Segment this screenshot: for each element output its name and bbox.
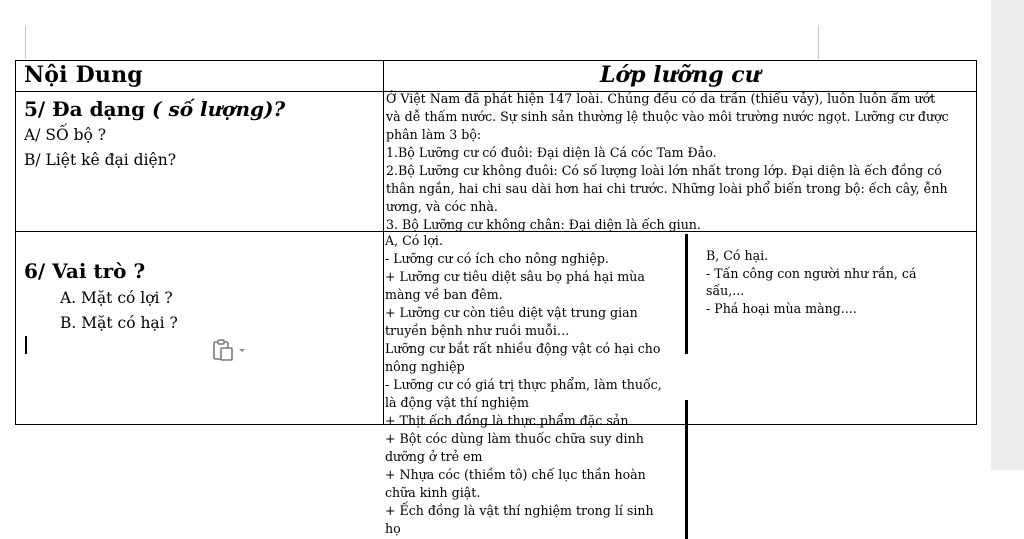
inner-column-divider-upper: [685, 234, 688, 354]
text-cursor: [25, 336, 27, 354]
benefit-line: + Thịt ếch đồng là thực phẩm đặc sản: [385, 413, 629, 428]
benefit-line: là động vật thí nghiệm: [385, 395, 529, 410]
header-lop-luong-cu: Lớp lưỡng cư: [600, 62, 761, 88]
benefit-line: + Lưỡng cư còn tiêu diệt vật trung gian: [385, 305, 638, 320]
benefit-line: + Nhựa cóc (thiềm tô) chế lục thần hoàn: [385, 467, 646, 482]
benefit-line: + Ếch đồng là vật thí nghiệm trong lí sinh: [385, 503, 654, 518]
table-border-top: [15, 60, 977, 61]
row2-benefits: [385, 232, 685, 538]
harm-line: - Tấn công con người như rắn, cá: [706, 265, 917, 281]
row1-line: và dễ thấm nước. Sự sinh sản thường lệ thuộc vào môi trường nước ngọt. Lưỡng cư được: [386, 109, 949, 124]
row1-line: ương, và cóc nhà.: [386, 199, 498, 214]
paste-options-glyph: [212, 338, 246, 362]
benefit-line: Lưỡng cư bắt rất nhiều động vật có hại cho: [385, 341, 661, 356]
margin-mark-left: [25, 25, 26, 59]
row1-title-prefix: 5/ Đa dạng: [24, 97, 153, 121]
row1-question-a: A/ SỐ bộ ?: [24, 126, 107, 144]
header-noi-dung: Nội Dung: [24, 62, 143, 88]
vertical-scrollbar[interactable]: [991, 0, 1024, 470]
benefit-line: + Bột cóc dùng làm thuốc chữa suy dinh: [385, 431, 644, 446]
harm-line: sấu,...: [706, 283, 745, 298]
benefit-line: + Lưỡng cư tiêu diệt sâu bọ phá hại mùa: [385, 269, 645, 284]
row2-question-a: A. Mặt có lợi ?: [60, 289, 173, 307]
row1-line: thân ngắn, hai chi sau dài hơn hai chi trước. Những loài phổ biến trong bộ: ếch cây, ễnh: [386, 181, 948, 196]
row1-title: [24, 97, 285, 121]
row1-content: [386, 90, 978, 234]
row1-line: 1.Bộ Lưỡng cư có đuôi: Đại diện là Cá cóc Tam Đảo.: [386, 145, 717, 160]
table-border-left: [15, 60, 16, 425]
paste-options-icon[interactable]: [212, 338, 246, 362]
benefit-line: chữa kinh giật.: [385, 485, 481, 500]
benefit-line: họ: [385, 521, 401, 536]
benefit-line: nông nghiệp: [385, 359, 465, 374]
benefit-line: màng về ban đêm.: [385, 287, 503, 302]
row2-question-b: B. Mặt có hại ?: [60, 314, 178, 332]
table-border-middle: [383, 60, 384, 425]
benefit-line: A, Có lợi.: [385, 233, 443, 248]
inner-column-divider-lower: [685, 400, 688, 539]
harm-line: B, Có hại.: [706, 248, 769, 263]
benefit-line: truyền bệnh như ruồi muỗi…: [385, 323, 570, 338]
harm-line: - Phá hoại mùa màng....: [706, 300, 857, 316]
benefit-line: dưỡng ở trẻ em: [385, 449, 483, 464]
benefit-line: - Lưỡng cư có giá trị thực phẩm, làm thuốc,: [385, 377, 662, 392]
row1-line: Ở Việt Nam đã phát hiện 147 loài. Chúng đều có da trần (thiếu vảy), luôn luôn ẩm ướt: [386, 91, 936, 106]
benefit-line: - Lưỡng cư có ích cho nông nghiệp.: [385, 251, 609, 266]
row1-line: phân làm 3 bộ:: [386, 127, 482, 142]
row1-line: 3. Bộ Lưỡng cư không chân: Đại diện là ếch giun.: [386, 217, 701, 232]
scrollbar-gap: [991, 470, 1024, 539]
row2-title: 6/ Vai trò ?: [24, 259, 146, 283]
row2-harms: [706, 247, 966, 317]
row1-question-b: B/ Liệt kê đại diện?: [24, 151, 177, 169]
row1-line: 2.Bộ Lưỡng cư không đuôi: Có số lượng loài lớn nhất trong lớp. Đại diện là ếch đồng có: [386, 163, 942, 178]
row1-title-italic: ( số lượng)?: [152, 97, 286, 121]
margin-mark-right: [818, 25, 819, 59]
